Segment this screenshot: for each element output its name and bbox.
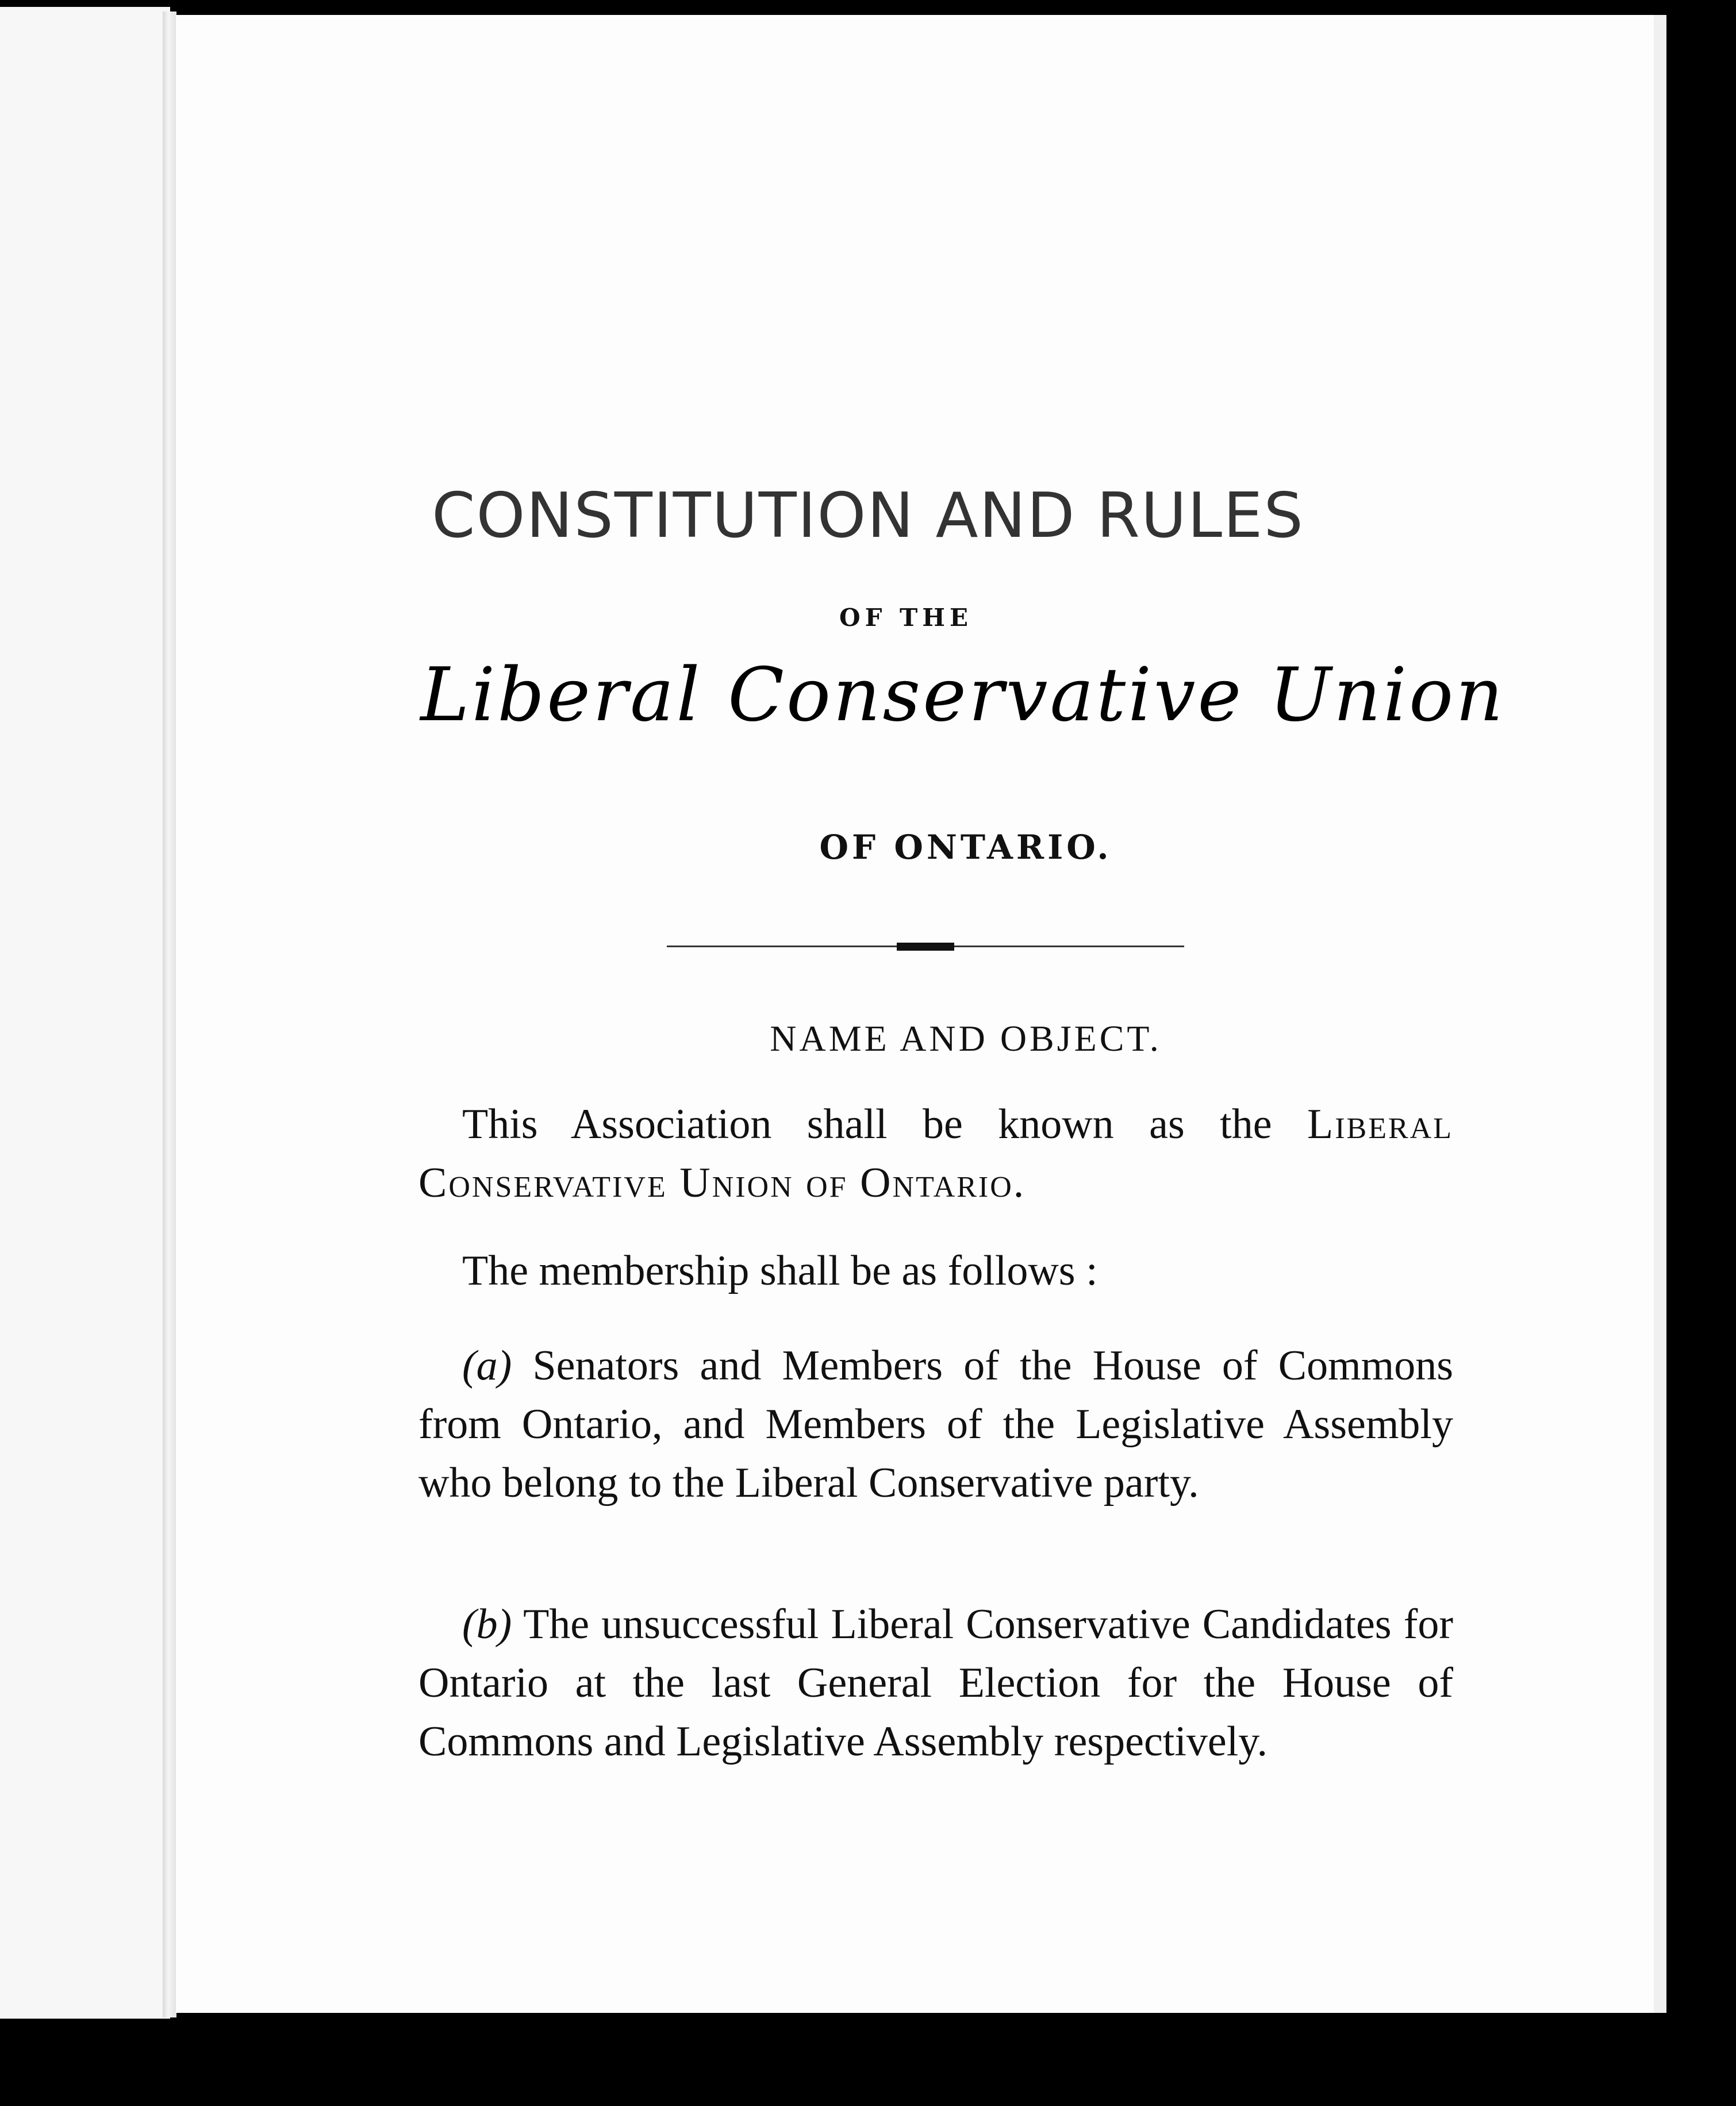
of-the-connector: OF THE <box>839 604 973 632</box>
paragraph-1-prefix: This Association shall be known as the <box>462 1101 1272 1148</box>
divider-rule-right <box>954 946 1184 947</box>
item-b-text: The unsuccessful Liberal Conservative Candidates for Ontario at the last General Election for the House of Commons and Legislative Assembly respectively. <box>418 1601 1453 1765</box>
paragraph-membership: The membership shall be as follows : <box>462 1247 1098 1294</box>
item-a-text: Senators and Members of the House of Commons from Ontario, and Members of the Legislative Assembly who belong to the Liberal Conservative party. <box>418 1342 1453 1507</box>
divider-ornament <box>897 943 954 951</box>
list-item-a <box>418 1336 1453 1512</box>
paragraph-association-name <box>418 1095 1453 1212</box>
item-a-label: (a) <box>462 1342 512 1389</box>
book-spine <box>163 11 176 2017</box>
divider-rule-left <box>667 946 897 947</box>
union-title: Liberal Conservative Union <box>420 652 1505 738</box>
constitution-heading: CONSTITUTION AND RULES <box>432 480 1304 552</box>
item-b-label: (b) <box>462 1601 512 1648</box>
association-name: Liberal Conservative Union of Ontario. <box>418 1101 1453 1206</box>
province-subtitle: OF ONTARIO. <box>819 828 1112 867</box>
facing-page <box>0 7 170 2019</box>
list-item-b <box>418 1595 1453 1771</box>
section-title: NAME AND OBJECT. <box>770 1018 1162 1059</box>
